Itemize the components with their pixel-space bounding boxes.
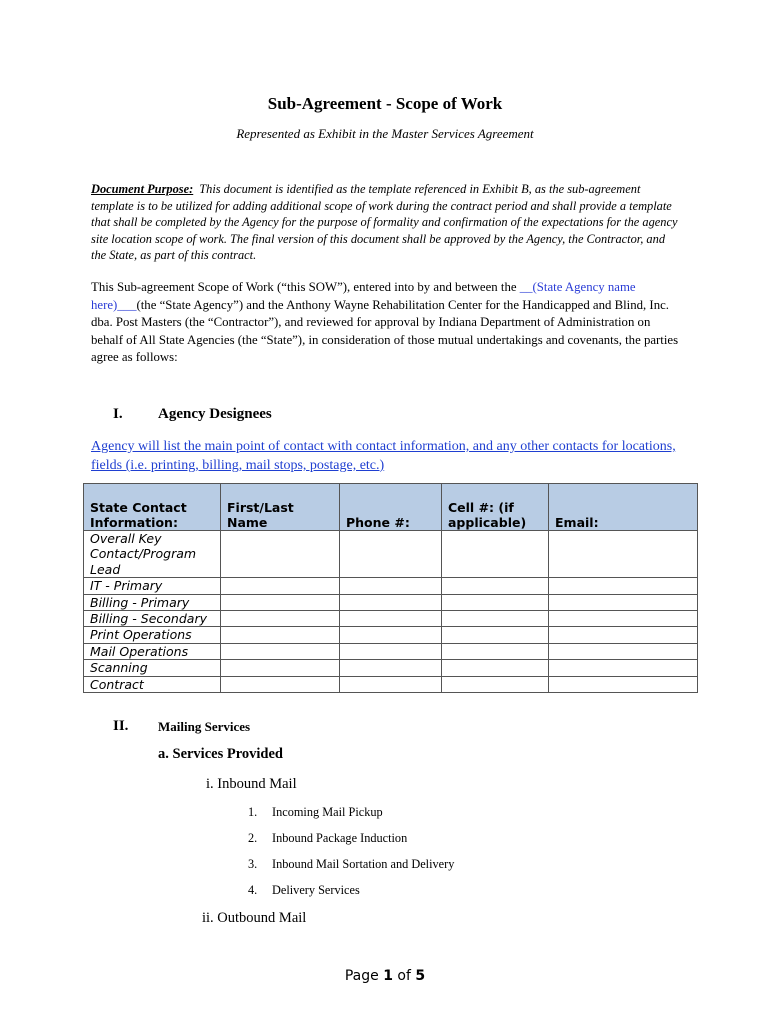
table-row xyxy=(84,594,698,610)
total-pages: 5 xyxy=(415,968,426,984)
phone-cell[interactable] xyxy=(340,578,442,594)
name-cell[interactable] xyxy=(221,578,340,594)
phone-cell[interactable] xyxy=(340,531,442,578)
name-cell[interactable] xyxy=(221,643,340,659)
name-cell[interactable] xyxy=(221,676,340,692)
section-2-title: Mailing Services xyxy=(158,719,251,734)
header-state-contact: State Contact Information: xyxy=(84,484,221,531)
name-cell[interactable] xyxy=(221,660,340,676)
list-number: 4. xyxy=(248,883,258,897)
phone-cell[interactable] xyxy=(340,643,442,659)
intro-after: (the “State Agency”) and the Anthony Wayne Rehabilitation Center for the Handicapped and Blind, Inc. dba. Post Masters (the “Contractor”), and reviewed for approval by Indiana Department of Administration on behalf of All State Agencies (the “State”), in consideration of those mutual undertakings and covenants, the parties agree as follows: xyxy=(91,297,679,365)
list-text: Inbound Mail Sortation and Delivery xyxy=(272,857,455,871)
name-cell[interactable] xyxy=(221,531,340,578)
contact-role: Contract xyxy=(84,676,221,692)
email-cell[interactable] xyxy=(549,660,698,676)
contact-table-header-row xyxy=(84,484,698,531)
subsection-a-heading: a. Services Provided xyxy=(158,746,283,762)
intro-before: This Sub-agreement Scope of Work (“this SOW”), entered into by and between the xyxy=(91,280,520,294)
roman-ii-heading: ii. Outbound Mail xyxy=(202,910,307,926)
header-name: First/Last Name xyxy=(221,484,340,531)
list-item xyxy=(248,857,454,872)
of-word: of xyxy=(397,968,411,984)
name-cell[interactable] xyxy=(221,594,340,610)
cell-phone-cell[interactable] xyxy=(442,611,549,627)
email-cell[interactable] xyxy=(549,676,698,692)
table-row xyxy=(84,627,698,643)
email-cell[interactable] xyxy=(549,643,698,659)
current-page: 1 xyxy=(383,968,393,984)
phone-cell[interactable] xyxy=(340,627,442,643)
contact-role: Print Operations xyxy=(84,627,221,643)
section-2-number: II. xyxy=(113,718,129,734)
contact-role: Billing - Primary xyxy=(84,594,221,610)
header-cell: Cell #: (if applicable) xyxy=(442,484,549,531)
phone-cell[interactable] xyxy=(340,594,442,610)
document-purpose xyxy=(91,181,681,264)
table-row xyxy=(84,578,698,594)
document-title: Sub-Agreement - Scope of Work xyxy=(267,94,503,113)
list-text: Inbound Package Induction xyxy=(272,831,408,845)
roman-i-heading: i. Inbound Mail xyxy=(206,776,297,792)
list-number: 2. xyxy=(248,831,258,845)
list-number: 1. xyxy=(248,805,258,819)
table-row xyxy=(84,643,698,659)
email-cell[interactable] xyxy=(549,627,698,643)
purpose-label: Document Purpose: xyxy=(91,182,194,196)
cell-phone-cell[interactable] xyxy=(442,643,549,659)
name-cell[interactable] xyxy=(221,627,340,643)
table-row xyxy=(84,611,698,627)
header-phone: Phone #: xyxy=(340,484,442,531)
section-1-title: Agency Designees xyxy=(158,406,272,422)
phone-cell[interactable] xyxy=(340,660,442,676)
intro-paragraph xyxy=(91,279,683,367)
contact-role: Mail Operations xyxy=(84,643,221,659)
header-email: Email: xyxy=(549,484,698,531)
name-cell[interactable] xyxy=(221,611,340,627)
list-text: Delivery Services xyxy=(272,883,360,897)
email-cell[interactable] xyxy=(549,578,698,594)
cell-phone-cell[interactable] xyxy=(442,660,549,676)
cell-phone-cell[interactable] xyxy=(442,578,549,594)
cell-phone-cell[interactable] xyxy=(442,531,549,578)
email-cell[interactable] xyxy=(549,594,698,610)
table-row xyxy=(84,660,698,676)
contact-role: Scanning xyxy=(84,660,221,676)
email-cell[interactable] xyxy=(549,531,698,578)
document-subtitle: Represented as Exhibit in the Master Services Agreement xyxy=(236,126,534,141)
phone-cell[interactable] xyxy=(340,611,442,627)
cell-phone-cell[interactable] xyxy=(442,676,549,692)
contact-role: Billing - Secondary xyxy=(84,611,221,627)
section-1-number: I. xyxy=(113,406,123,422)
email-cell[interactable] xyxy=(549,611,698,627)
contact-role: IT - Primary xyxy=(84,578,221,594)
list-item xyxy=(248,883,360,898)
contact-table xyxy=(83,483,698,693)
list-item xyxy=(248,831,407,846)
table-row xyxy=(84,531,698,578)
agency-designee-note: Agency will list the main point of contact with contact information, and any other contacts for locations, fields (i.e. printing, billing, mail stops, postage, etc.) xyxy=(91,439,676,473)
table-row xyxy=(84,676,698,692)
contact-role: Overall Key Contact/Program Lead xyxy=(84,531,221,578)
list-number: 3. xyxy=(248,857,258,871)
cell-phone-cell[interactable] xyxy=(442,594,549,610)
state-agency-placeholder: __(State Agency name here)___ xyxy=(91,280,636,312)
list-item xyxy=(248,805,383,820)
phone-cell[interactable] xyxy=(340,676,442,692)
page-footer xyxy=(0,968,770,984)
purpose-text: This document is identified as the template referenced in Exhibit B, as the sub-agreement template is to be utilized for adding additional scope of work during the contract period and shall provide a template that shall be completed by the Agency for the purpose of formality and confirmation of the expectations for the agency site location scope of work. The final version of this document shall be approved by the Agency, the Contractor, and the State, as part of this contract. xyxy=(91,182,678,263)
cell-phone-cell[interactable] xyxy=(442,627,549,643)
list-text: Incoming Mail Pickup xyxy=(272,805,383,819)
page-word: Page xyxy=(344,968,379,984)
